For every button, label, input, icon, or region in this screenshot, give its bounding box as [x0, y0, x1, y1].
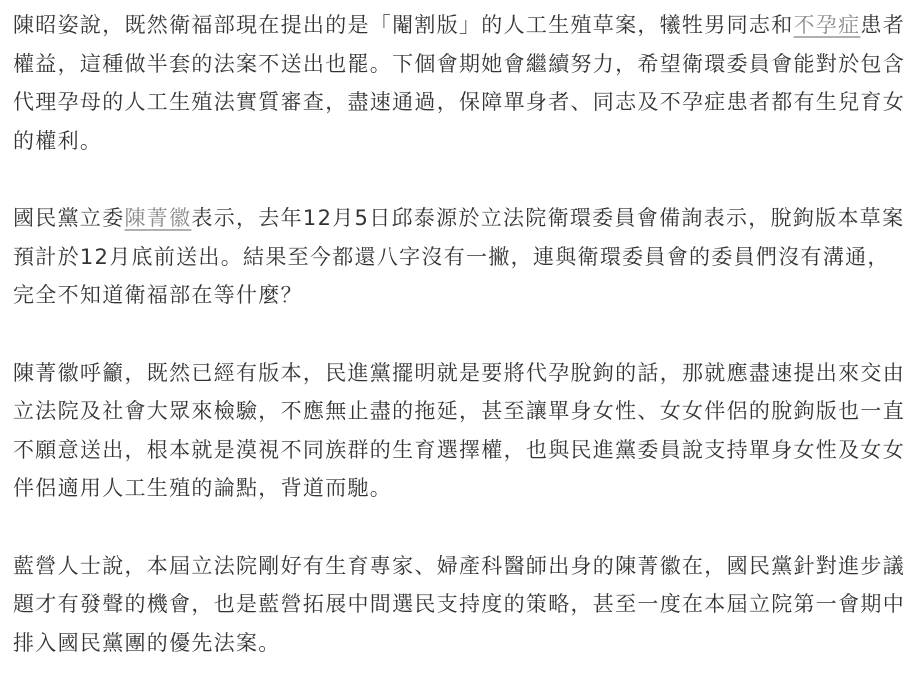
paragraph-1-text-after: 患者權益，這種做半套的法案不送出也罷。下個會期她會繼續努力，希望衛環委員會能對於包含代理孕母的人工生殖法實質審查，盡速通過，保障單身者、同志及不孕症患者都有生兒育女的權利。: [13, 13, 906, 153]
paragraph-1: [13, 6, 908, 160]
paragraph-2-text-after: 表示，去年12月5日邱泰源於立法院衛環委員會備詢表示，脫鉤版本草案預計於12月底前送出。結果至今都還八字沒有一撇，連與衛環委員會的委員們沒有溝通，完全不知道衛福部在等什麼？: [13, 206, 905, 307]
paragraph-1-text-before: 陳昭姿說，既然衛福部現在提出的是「閹割版」的人工生殖草案，犧牲男同志和: [13, 13, 794, 37]
article-body: [13, 6, 908, 662]
paragraph-2: [13, 199, 908, 315]
paragraph-2-text-before: 國民黨立委: [13, 206, 125, 230]
paragraph-3: 陳菁徽呼籲，既然已經有版本，民進黨擺明就是要將代孕脫鉤的話，那就應盡速提出來交由立法院及社會大眾來檢驗，不應無止盡的拖延，甚至讓單身女性、女女伴侶的脫鉤版也一直不願意送出，根本就是漠視不同族群的生育選擇權，也與民進黨委員說支持單身女性及女女伴侶適用人工生殖的論點，背道而馳。: [13, 360, 905, 500]
legislator-name-link[interactable]: 陳菁徽: [124, 206, 192, 230]
infertility-link[interactable]: 不孕症: [793, 13, 861, 37]
paragraph-4: 藍營人士說，本屆立法院剛好有生育專家、婦產科醫師出身的陳菁徽在，國民黨針對進步議題才有發聲的機會，也是藍營拓展中間選民支持度的策略，甚至一度在本屆立院第一會期中排入國民黨團的優先法案。: [13, 553, 905, 655]
